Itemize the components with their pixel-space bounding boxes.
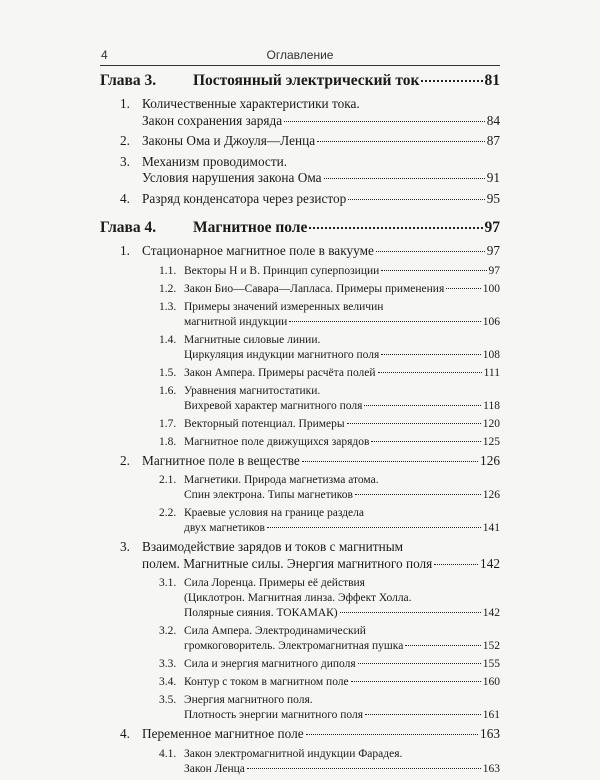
chapter-label: Глава 4. [100, 219, 157, 236]
entry-line [142, 170, 500, 187]
entry-line [184, 399, 500, 414]
subsection-body [184, 333, 500, 363]
subsection-body [184, 506, 500, 536]
entry-title-text: Уравнения магнитостатики. [184, 384, 321, 397]
entry-line [142, 726, 500, 743]
chapter-page: 81 [484, 72, 500, 89]
dot-leader [371, 441, 480, 442]
entry-title-text: Магнетики. Природа магнетизма атома. [184, 474, 379, 486]
entry-line [184, 591, 500, 606]
entry-line [184, 366, 500, 381]
entry-title-text: Сила Ампера. Электродинамический [184, 625, 366, 637]
page-ref: 125 [482, 435, 500, 448]
section-body [142, 726, 500, 743]
entry-line [142, 191, 500, 208]
dot-leader [365, 714, 481, 715]
dot-leader [289, 321, 481, 322]
subsection-entry [100, 282, 500, 297]
subsection-number: 1.6. [159, 384, 177, 397]
entry-line [142, 453, 500, 470]
subsection-body [184, 300, 500, 330]
entry-line [142, 539, 500, 556]
dot-leader [267, 527, 481, 528]
page-ref: 163 [480, 726, 500, 741]
entry-title-text: Сила и энергия магнитного диполя [184, 658, 356, 670]
entry-line [184, 762, 500, 777]
entry-title-text: Разряд конденсатора через резистор [142, 190, 347, 206]
page-ref: 126 [480, 452, 500, 468]
entry-title-text: двух магнетиков [184, 522, 265, 534]
page-number: 4 [101, 48, 108, 62]
section-number: 1. [120, 96, 130, 111]
entry-title-text: Циркуляция индукции магнитного поля [184, 348, 380, 361]
chapter-page: 97 [484, 219, 500, 236]
dot-leader [381, 270, 486, 271]
subsection-number: 2.1. [159, 474, 177, 486]
subsection-entry [100, 506, 500, 536]
page-ref: 120 [482, 417, 500, 430]
subsection-number: 3.2. [159, 625, 177, 637]
entry-title-text: Энергия магнитного поля. [184, 694, 313, 706]
entry-line [184, 624, 500, 639]
page-ref: 161 [482, 709, 500, 721]
dot-leader [351, 681, 481, 682]
subsection-entry [100, 384, 500, 414]
entry-title-text: Количественные характеристики тока. [142, 96, 360, 111]
table-of-contents [100, 70, 500, 780]
dot-leader [446, 288, 480, 289]
subsection-entry [100, 675, 500, 690]
subsection-body [184, 693, 500, 723]
section-body [142, 453, 500, 470]
page-ref: 111 [483, 366, 500, 379]
subsection-entry [100, 333, 500, 363]
section-entry [100, 96, 500, 129]
section-number: 3. [120, 153, 130, 169]
subsection-body [184, 576, 500, 621]
entry-line [184, 315, 500, 330]
section-number: 4. [120, 726, 130, 741]
subsection-entry [100, 693, 500, 723]
entry-title-text: Условия нарушения закона Ома [142, 170, 322, 185]
subsection-number: 3.3. [159, 658, 177, 670]
entry-title-text: Закон Ленца [184, 762, 245, 775]
subsection-body [184, 675, 500, 690]
subsection-body [184, 473, 500, 503]
entry-title-text: Вихревой характер магнитного поля [184, 399, 363, 412]
running-title: Оглавление [266, 48, 334, 62]
subsection-entry [100, 417, 500, 432]
subsection-entry [100, 300, 500, 330]
entry-line [142, 113, 500, 130]
entry-line [184, 576, 500, 591]
entry-line [142, 243, 500, 260]
entry-title-text: громкоговоритель. Электромагнитная пушка [184, 640, 404, 652]
entry-line [184, 473, 500, 488]
page-ref: 155 [482, 658, 500, 670]
subsection-entry [100, 747, 500, 777]
page-ref: 160 [482, 676, 500, 688]
section-entry [100, 243, 500, 260]
section-entry [100, 539, 500, 572]
subsection-number: 3.1. [159, 577, 177, 589]
subsection-entry [100, 576, 500, 621]
subsection-number: 1.5. [159, 366, 177, 379]
entry-line [184, 384, 500, 399]
dot-leader [378, 372, 482, 373]
page-ref: 141 [482, 522, 500, 534]
page-ref: 152 [482, 640, 500, 652]
section-number: 3. [120, 539, 130, 554]
dot-leader [347, 423, 481, 424]
dot-leader [324, 178, 485, 179]
page-ref: 163 [482, 762, 500, 775]
page-ref: 97 [486, 243, 500, 258]
entry-title-text: Сила Лоренца. Примеры её действия [184, 577, 365, 589]
subsection-number: 1.8. [159, 435, 177, 448]
subsection-body [184, 435, 500, 450]
subsection-number: 1.1. [159, 264, 177, 277]
subsection-body [184, 282, 500, 297]
entry-title-text: Полярные сияния. ТОКАМАК) [184, 607, 338, 619]
section-body [142, 539, 500, 572]
dot-leader [364, 405, 481, 406]
entry-title-text: Закон электромагнитной индукции Фарадея. [184, 747, 403, 760]
entry-title-text: Примеры значений измеренных величин [184, 300, 384, 313]
dot-leader [302, 461, 478, 462]
chapter-heading [100, 217, 500, 238]
entry-line [184, 417, 500, 432]
entry-line [184, 675, 500, 690]
chapter-title-group [100, 70, 419, 91]
entry-line [142, 556, 500, 573]
subsection-number: 1.7. [159, 417, 177, 430]
section-entry [100, 191, 500, 208]
dot-leader [309, 227, 482, 229]
entry-line [184, 282, 500, 297]
entry-line [184, 708, 500, 723]
entry-title-text: Краевые условия на границе раздела [184, 507, 364, 519]
dot-leader [317, 141, 485, 142]
page-ref: 106 [482, 315, 500, 328]
entry-line [142, 96, 500, 113]
subsection-number: 1.4. [159, 333, 177, 346]
section-body [142, 243, 500, 260]
entry-line [184, 300, 500, 315]
dot-leader [405, 645, 480, 646]
chapter-heading [100, 70, 500, 91]
section-entry [100, 133, 500, 150]
subsection-body [184, 384, 500, 414]
entry-title-text: полем. Магнитные силы. Энергия магнитного поля [142, 555, 433, 571]
section-entry [100, 726, 500, 743]
dot-leader [421, 80, 482, 82]
section-number: 2. [120, 452, 130, 468]
entry-title-text: Взаимодействие зарядов и токов с магнитным [142, 539, 404, 554]
entry-title-text: Механизм проводимости. [142, 153, 288, 169]
subsection-body [184, 366, 500, 381]
chapter-label: Глава 3. [100, 72, 157, 89]
entry-line [184, 435, 500, 450]
entry-title-text: (Циклотрон. Магнитная линза. Эффект Холла. [184, 592, 412, 604]
section-number: 1. [120, 243, 130, 258]
subsection-number: 3.5. [159, 694, 177, 706]
entry-line [184, 264, 500, 279]
entry-title-text: Векторный потенциал. Примеры [184, 417, 345, 430]
dot-leader [434, 564, 478, 565]
subsection-body [184, 657, 500, 672]
chapter-title: Магнитное поле [193, 219, 308, 236]
dot-leader [355, 494, 481, 495]
chapter-title: Постоянный электрический ток [193, 72, 420, 89]
entry-title-text: Закон Био—Савара—Лапласа. Примеры применения [184, 282, 445, 295]
entry-line [184, 506, 500, 521]
entry-line [184, 606, 500, 621]
entry-title-text: Спин электрона. Типы магнетиков [184, 489, 353, 501]
section-body [142, 191, 500, 208]
page-ref: 100 [482, 282, 500, 295]
entry-title-text: Магнитное поле в веществе [142, 452, 300, 468]
subsection-number: 1.2. [159, 282, 177, 295]
entry-title-text: Плотность энергии магнитного поля [184, 709, 364, 721]
dot-leader [340, 612, 481, 613]
subsection-body [184, 417, 500, 432]
dot-leader [348, 199, 484, 200]
section-body [142, 154, 500, 187]
subsection-entry [100, 624, 500, 654]
dot-leader [381, 354, 480, 355]
entry-line [184, 333, 500, 348]
entry-line [184, 657, 500, 672]
section-body [142, 133, 500, 150]
entry-line [184, 348, 500, 363]
entry-title-text: Закон сохранения заряда [142, 112, 283, 128]
header-rule [100, 65, 500, 66]
section-entry [100, 453, 500, 470]
subsection-entry [100, 435, 500, 450]
chapter-title-group [100, 217, 307, 238]
subsection-body [184, 624, 500, 654]
subsection-body [184, 264, 500, 279]
dot-leader [306, 734, 478, 735]
entry-title-text: Переменное магнитное поле [142, 726, 304, 741]
section-body [142, 96, 500, 129]
page-ref: 142 [482, 607, 500, 619]
section-entry [100, 154, 500, 187]
section-number: 4. [120, 190, 130, 206]
page-ref: 97 [488, 264, 500, 277]
dot-leader [376, 251, 485, 252]
entry-title-text: Векторы H и B. Принцип суперпозиции [184, 264, 380, 277]
entry-title-text: Законы Ома и Джоуля—Ленца [142, 133, 316, 148]
entry-title-text: Магнитные силовые линии. [184, 333, 321, 346]
page-ref: 108 [482, 348, 500, 361]
entry-line [184, 639, 500, 654]
entry-line [184, 693, 500, 708]
dot-leader [247, 768, 481, 769]
page-ref: 84 [486, 112, 500, 128]
entry-line [142, 133, 500, 150]
entry-title-text: Магнитное поле движущихся зарядов [184, 435, 370, 448]
page-ref: 126 [482, 489, 500, 501]
subsection-number: 3.4. [159, 676, 177, 688]
subsection-entry [100, 366, 500, 381]
dot-leader [358, 663, 481, 664]
entry-line [184, 521, 500, 536]
entry-title-text: Стационарное магнитное поле в вакууме [142, 243, 374, 258]
subsection-entry [100, 473, 500, 503]
entry-title-text: магнитной индукции [184, 315, 288, 328]
entry-line [184, 488, 500, 503]
dot-leader [284, 121, 485, 122]
page-ref: 95 [486, 190, 500, 206]
subsection-body [184, 747, 500, 777]
entry-title-text: Контур с током в магнитном поле [184, 676, 349, 688]
entry-line [184, 747, 500, 762]
subsection-number: 1.3. [159, 300, 177, 313]
section-number: 2. [120, 133, 130, 148]
subsection-number: 4.1. [159, 747, 177, 760]
subsection-number: 2.2. [159, 507, 177, 519]
subsection-entry [100, 264, 500, 279]
page-ref: 91 [486, 170, 500, 185]
entry-title-text: Закон Ампера. Примеры расчёта полей [184, 366, 376, 379]
subsection-entry [100, 657, 500, 672]
entry-line [142, 154, 500, 171]
page-ref: 142 [480, 555, 500, 571]
page-ref: 87 [486, 133, 500, 148]
page-ref: 118 [483, 399, 500, 412]
